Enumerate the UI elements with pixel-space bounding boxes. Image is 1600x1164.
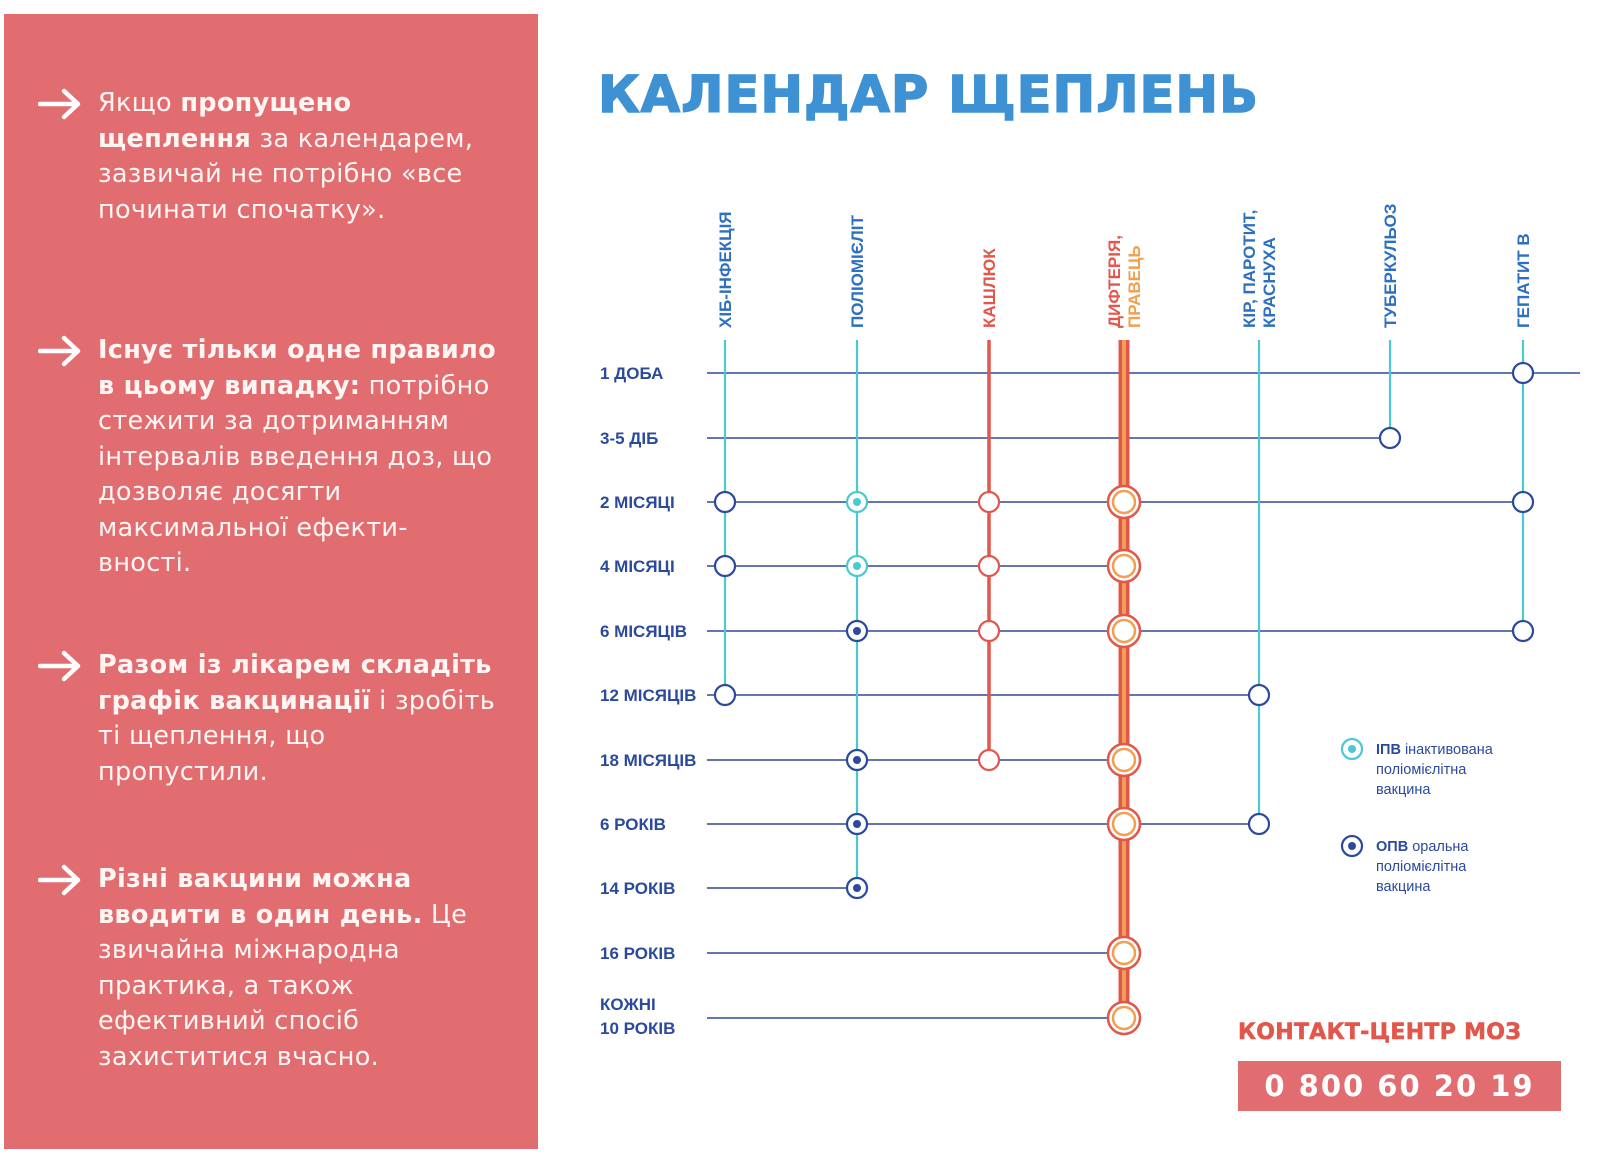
dose-marker: [847, 878, 867, 898]
disease-label: [716, 211, 735, 328]
age-label: 3-5 ДІБ: [600, 429, 659, 448]
age-label: 14 РОКІВ: [600, 879, 676, 898]
dose-ring-inner: [1113, 813, 1135, 835]
dose-marker: [715, 492, 735, 512]
dose-ring-inner: [1113, 942, 1135, 964]
dose-marker: [1513, 363, 1533, 383]
dose-ring-inner: [1113, 1007, 1135, 1029]
dose-ring: [715, 556, 735, 576]
tip-text-regular: потрібно стежити за дотриманням інтервалів введення доз, що дозволяє досягти максимальної ефекти-вності.: [98, 370, 493, 578]
legend-text: вакцина: [1376, 879, 1431, 895]
tip-text-bold: пропущено щеплення: [98, 88, 352, 154]
dose-dot: [853, 498, 861, 506]
dose-ring: [979, 750, 999, 770]
age-label: 2 МІСЯЦІ: [600, 493, 675, 512]
dose-marker: [1108, 486, 1140, 518]
age-label: 6 РОКІВ: [600, 815, 666, 834]
legend-desc: інактивована: [1400, 742, 1493, 758]
dose-marker: [1108, 744, 1140, 776]
age-label: 6 МІСЯЦІВ: [600, 622, 687, 641]
disease-label: [848, 214, 867, 328]
tip-text-regular: за календарем, зазвичай не потрібно «все починати спочатку».: [98, 123, 474, 225]
dose-marker: [979, 750, 999, 770]
dose-ring: [715, 685, 735, 705]
dose-marker: [1108, 808, 1140, 840]
legend-desc: оральна: [1408, 839, 1469, 855]
legend-text: [1376, 742, 1494, 758]
age-label: 18 МІСЯЦІВ: [600, 751, 697, 770]
disease-label-line: ПОЛІОМІЄЛІТ: [848, 215, 867, 328]
dose-ring: [1513, 621, 1533, 641]
dose-marker: [715, 685, 735, 705]
dose-marker: [979, 492, 999, 512]
page-title: КАЛЕНДАР ЩЕПЛЕНЬ: [598, 66, 1259, 125]
tip-text-regular: і зробіть ті щеплення, що пропустили.: [98, 685, 496, 787]
disease-label: [1381, 204, 1400, 328]
legend-abbr: ОПВ: [1376, 839, 1409, 855]
contact-phone[interactable]: 0 800 60 20 19: [1238, 1061, 1561, 1111]
legend-text: поліомієлітна: [1376, 859, 1467, 875]
tip-text-bold: Разом із лікарем складіть графік вакцинації: [98, 650, 492, 716]
dose-marker: [1108, 550, 1140, 582]
dose-ring: [1249, 685, 1269, 705]
dose-dot: [853, 820, 861, 828]
dose-marker: [1108, 937, 1140, 969]
age-label: 4 МІСЯЦІ: [600, 557, 675, 576]
disease-label: [1105, 235, 1144, 328]
tip-text-regular: Це звичайна міжнародна практика, а також ефективний спосіб захиститися вчасно.: [98, 899, 468, 1072]
age-label: КОЖНІ: [600, 995, 656, 1014]
dose-ring: [979, 492, 999, 512]
disease-label-line: ХІБ-ІНФЕКЦІЯ: [716, 211, 735, 328]
dose-marker: [1249, 814, 1269, 834]
disease-label-line: ГЕПАТИТ В: [1514, 233, 1533, 328]
dose-marker: [847, 492, 867, 512]
disease-label: [1240, 210, 1279, 328]
disease-label: [980, 248, 999, 328]
age-label: 16 РОКІВ: [600, 944, 676, 963]
dose-dot: [853, 884, 861, 892]
dose-marker: [1380, 428, 1400, 448]
dose-dot: [1348, 745, 1356, 753]
disease-label: [1514, 233, 1533, 328]
dose-ring: [1513, 363, 1533, 383]
dose-marker: [1108, 1002, 1140, 1034]
dose-marker: [1513, 492, 1533, 512]
dose-ring-inner: [1113, 491, 1135, 513]
age-label: 12 МІСЯЦІВ: [600, 686, 697, 705]
dose-ring-inner: [1113, 749, 1135, 771]
contact-center-title: КОНТАКТ-ЦЕНТР МОЗ: [1238, 1020, 1522, 1045]
tip-text-bold: Існує тільки одне правило в цьому випадку:: [98, 335, 496, 401]
legend-text: вакцина: [1376, 782, 1431, 798]
dose-ring-inner: [1113, 555, 1135, 577]
dose-marker: [847, 556, 867, 576]
dose-ring: [1513, 492, 1533, 512]
age-label: 10 РОКІВ: [600, 1019, 676, 1038]
age-label: 1 ДОБА: [600, 364, 664, 383]
dose-dot: [1348, 842, 1356, 850]
dose-marker: [1513, 621, 1533, 641]
legend-opv-icon: [1342, 836, 1362, 856]
dose-ring: [979, 621, 999, 641]
dose-marker: [847, 814, 867, 834]
dose-ring: [715, 492, 735, 512]
dose-dot: [853, 627, 861, 635]
legend-text: [1376, 839, 1469, 855]
legend-abbr: ІПВ: [1376, 742, 1401, 758]
disease-label-line: ДИФТЕРІЯ,: [1105, 235, 1124, 328]
disease-label-line: КРАСНУХА: [1260, 237, 1279, 328]
dose-marker: [847, 621, 867, 641]
dose-dot: [853, 756, 861, 764]
tip-text-regular: Якщо: [98, 88, 181, 118]
disease-label-line: КАШЛЮК: [980, 248, 999, 328]
dose-ring: [1249, 814, 1269, 834]
disease-label-line: КІР, ПАРОТИТ,: [1240, 209, 1259, 328]
dose-marker: [847, 750, 867, 770]
dose-marker: [979, 556, 999, 576]
dose-marker: [1249, 685, 1269, 705]
legend-text: поліомієлітна: [1376, 762, 1467, 778]
dose-marker: [1108, 615, 1140, 647]
legend-ipv-icon: [1342, 739, 1362, 759]
disease-label-line: ТУБЕРКУЛЬОЗ: [1381, 203, 1400, 328]
dose-ring-inner: [1113, 620, 1135, 642]
dose-marker: [715, 556, 735, 576]
dose-dot: [853, 562, 861, 570]
disease-label-line: ПРАВЕЦЬ: [1125, 245, 1144, 328]
dose-ring: [979, 556, 999, 576]
tip-text-bold: Різні вакцини можна вводити в один день.: [98, 864, 423, 930]
dose-ring: [1380, 428, 1400, 448]
dose-marker: [979, 621, 999, 641]
